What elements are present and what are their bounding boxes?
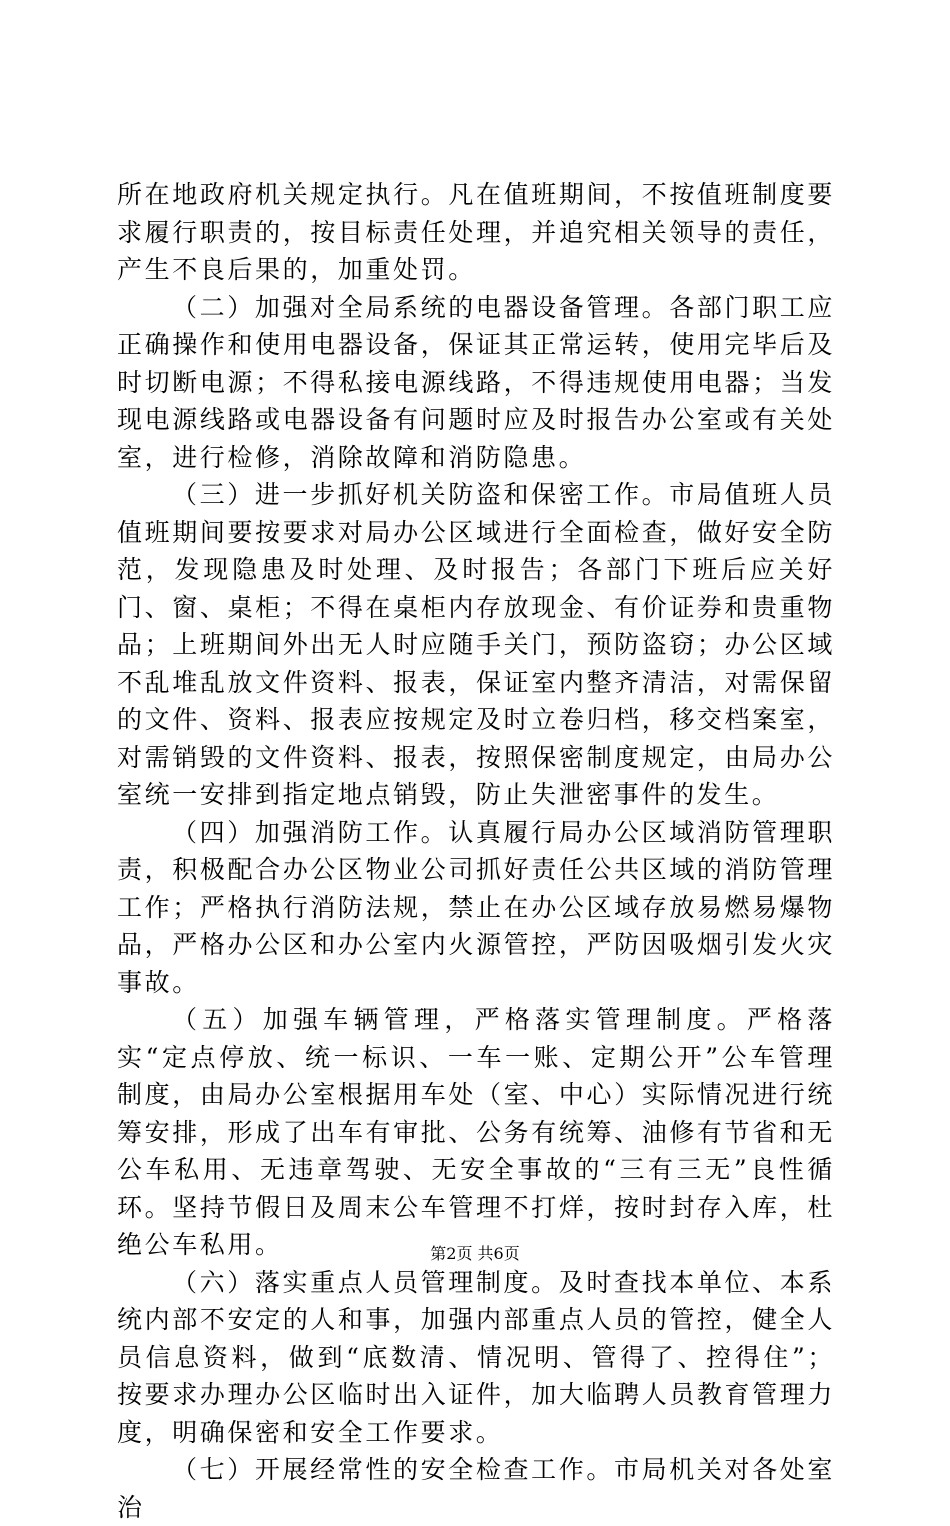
paragraph-item-2: （二）加强对全局系统的电器设备管理。各部门职工应正确操作和使用电器设备，保证其正常运转，使用完毕后及时切断电源；不得私接电源线路，不得违规使用电器；当发现电源线路或电器设备有问题时应及时报告办公室或有关处室，进行检修，消除故障和消防隐患。 <box>117 292 835 472</box>
paragraph-item-6: （六）落实重点人员管理制度。及时查找本单位、本系统内部不安定的人和事，加强内部重点人员的管控，健全人员信息资料，做到“底数清、情况明、管得了、控得住”；按要求办理办公区临时出入证件，加大临聘人员教育管理力度，明确保密和安全工作要求。 <box>117 1267 835 1447</box>
paragraph-item-5: （五）加强车辆管理，严格落实管理制度。严格落实“定点停放、统一标识、一车一账、定期公开”公车管理制度，由局办公室根据用车处（室、中心）实际情况进行统筹安排，形成了出车有审批、公务有统筹、油修有节省和无公车私用、无违章驾驶、无安全事故的“三有三无”良性循环。坚持节假日及周末公车管理不打烊，按时封存入库，杜绝公车私用。 <box>117 1005 835 1259</box>
paragraph-item-7: （七）开展经常性的安全检查工作。市局机关对各处室治 <box>117 1455 835 1522</box>
paragraph-continuation: 所在地政府机关规定执行。凡在值班期间，不按值班制度要求履行职责的，按目标责任处理，并追究相关领导的责任，产生不良后果的，加重处罚。 <box>117 180 835 284</box>
document-body <box>117 176 835 1526</box>
page-footer: 第2页 共6页 <box>430 1244 520 1263</box>
paragraph-item-4: （四）加强消防工作。认真履行局办公区域消防管理职责，积极配合办公区物业公司抓好责任公共区域的消防管理工作；严格执行消防法规，禁止在办公区域存放易燃易爆物品，严格办公区和办公室内火源管控，严防因吸烟引发火灾事故。 <box>117 817 835 997</box>
paragraph-item-3: （三）进一步抓好机关防盗和保密工作。市局值班人员值班期间要按要求对局办公区域进行全面检查，做好安全防范，发现隐患及时处理、及时报告；各部门下班后应关好门、窗、桌柜；不得在桌柜内存放现金、有价证券和贵重物品；上班期间外出无人时应随手关门，预防盗窃；办公区域不乱堆乱放文件资料、报表，保证室内整齐清洁，对需保留的文件、资料、报表应按规定及时立卷归档，移交档案室，对需销毁的文件资料、报表，按照保密制度规定，由局办公室统一安排到指定地点销毁，防止失泄密事件的发生。 <box>117 480 835 809</box>
